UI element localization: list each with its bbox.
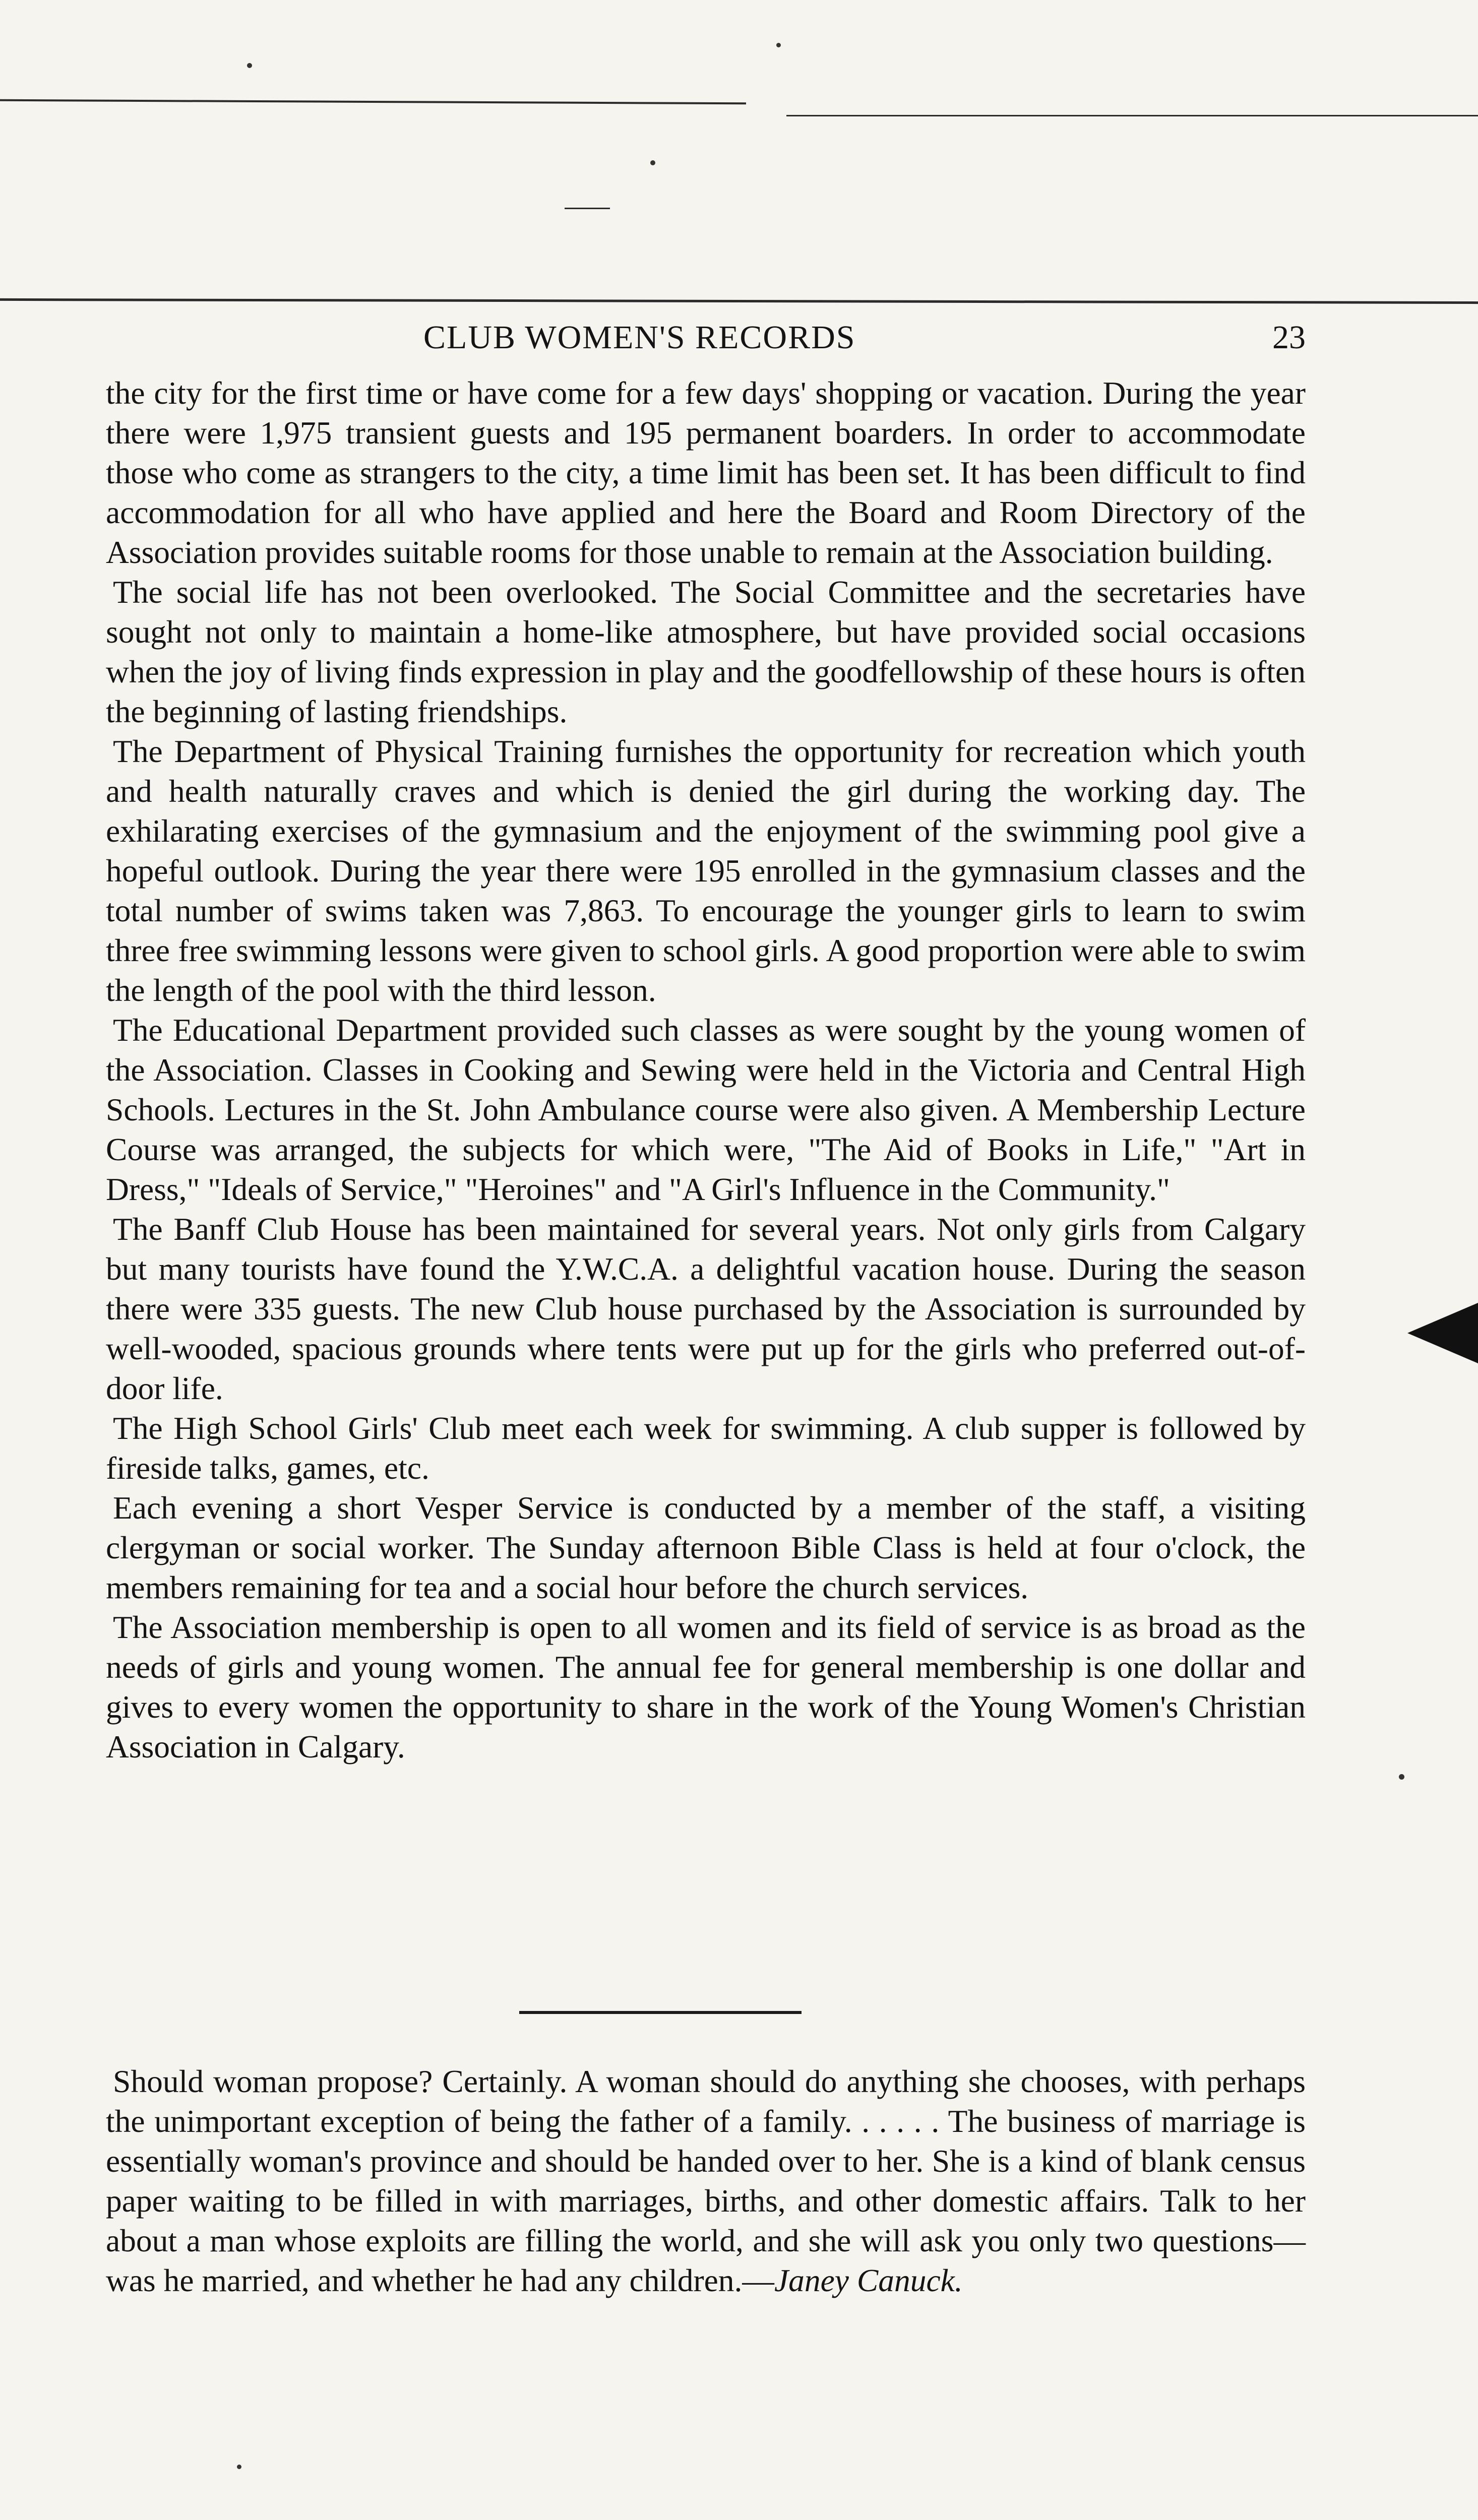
quote-text: Should woman propose? Certainly. A woman should do anything she chooses, with perhaps the unimportant exception of being the father of a family. . . . . . The business of marriage is essentially woman's province and should be handed over to her. She is a kind of blank census paper waiting to be filled in with marriages, births, and other domestic affairs. Talk to her about a man whose exploits are filling the world, and she will ask you only two questions—was he married, and whether he had any children.— <box>106 2063 1306 2298</box>
scan-artifact-line-top <box>0 99 746 104</box>
margin-tab-mark <box>1407 1303 1478 1363</box>
paragraph-continuation: the city for the first time or have come for a few days' shopping or vacation. During the year there were 1,975 transient guests and 195 permanent boarders. In order to accommodate those who come as strangers to the city, a time limit has been set. It has been difficult to find accommodation for all who have applied and here the Board and Room Directory of the Association provides suitable rooms for those unable to remain at the Association building. <box>106 375 1306 570</box>
page-header <box>106 312 1306 363</box>
scan-speck <box>1399 1774 1404 1780</box>
section-divider-rule <box>519 2011 802 2014</box>
running-title: CLUB WOMEN'S RECORDS <box>423 319 856 356</box>
paragraph-social-life: The social life has not been overlooked. The Social Committee and the secretaries have sought not only to maintain a home-like atmosphere, but have provided social occasions when the joy of living finds expression in play and the goodfellowship of these hours is often the beginning of lasting friendships. <box>106 574 1306 729</box>
paragraph-high-school-club: The High School Girls' Club meet each week for swimming. A club supper is followed by fireside talks, games, etc. <box>106 1410 1306 1486</box>
article-body <box>106 373 1306 1767</box>
quote-block <box>106 2061 1306 2300</box>
quote-signature: Janey Canuck. <box>774 2262 963 2298</box>
page-number: 23 <box>1272 319 1306 356</box>
paragraph-vesper-service: Each evening a short Vesper Service is conducted by a member of the staff, a visiting clergyman or social worker. The Sunday afternoon Bible Class is held at four o'clock, the members remaining for tea and a social hour before the church services. <box>106 1490 1306 1605</box>
scan-speck <box>247 63 252 68</box>
paragraph-membership: The Association membership is open to all women and its field of service is as broad as the needs of girls and young women. The annual fee for general membership is one dollar and gives to every women the opportunity to share in the work of the Young Women's Christian Association in Calgary. <box>106 1609 1306 1765</box>
paragraph-banff-club-house: The Banff Club House has been maintained for several years. Not only girls from Calgary but many tourists have found the Y.W.C.A. a delightful vacation house. During the season there were 335 guests. The new Club house purchased by the Association is surrounded by well-wooded, spacious grounds where tents were put up for the girls who preferred out-of-door life. <box>106 1211 1306 1406</box>
quote-paragraph <box>106 2061 1306 2300</box>
scan-artifact-line-top-right <box>786 115 1478 116</box>
scan-speck <box>650 160 655 165</box>
paragraph-educational-department: The Educational Department provided such classes as were sought by the young women of the Association. Classes in Cooking and Sewing were held in the Victoria and Central High Schools. Lectures in the St. John Ambulance course were also given. A Membership Lecture Course was arranged, the subjects for which were, "The Aid of Books in Life," "Art in Dress," "Ideals of Service," "Heroines" and "A Girl's Influence in the Community." <box>106 1012 1306 1207</box>
scan-speck <box>237 2465 241 2469</box>
scan-artifact-dash <box>565 208 610 209</box>
scan-speck <box>776 43 781 47</box>
paragraph-physical-training: The Department of Physical Training furnishes the opportunity for recreation which youth and health naturally craves and which is denied the girl during the working day. The exhilarating exercises of the gymnasium and the enjoyment of the swimming pool give a hopeful outlook. During the year there were 195 enrolled in the gymnasium classes and the total number of swims taken was 7,863. To encourage the younger girls to learn to swim three free swimming lessons were given to school girls. A good proportion were able to swim the length of the pool with the third lesson. <box>106 733 1306 1008</box>
scan-artifact-line-header <box>0 298 1478 304</box>
